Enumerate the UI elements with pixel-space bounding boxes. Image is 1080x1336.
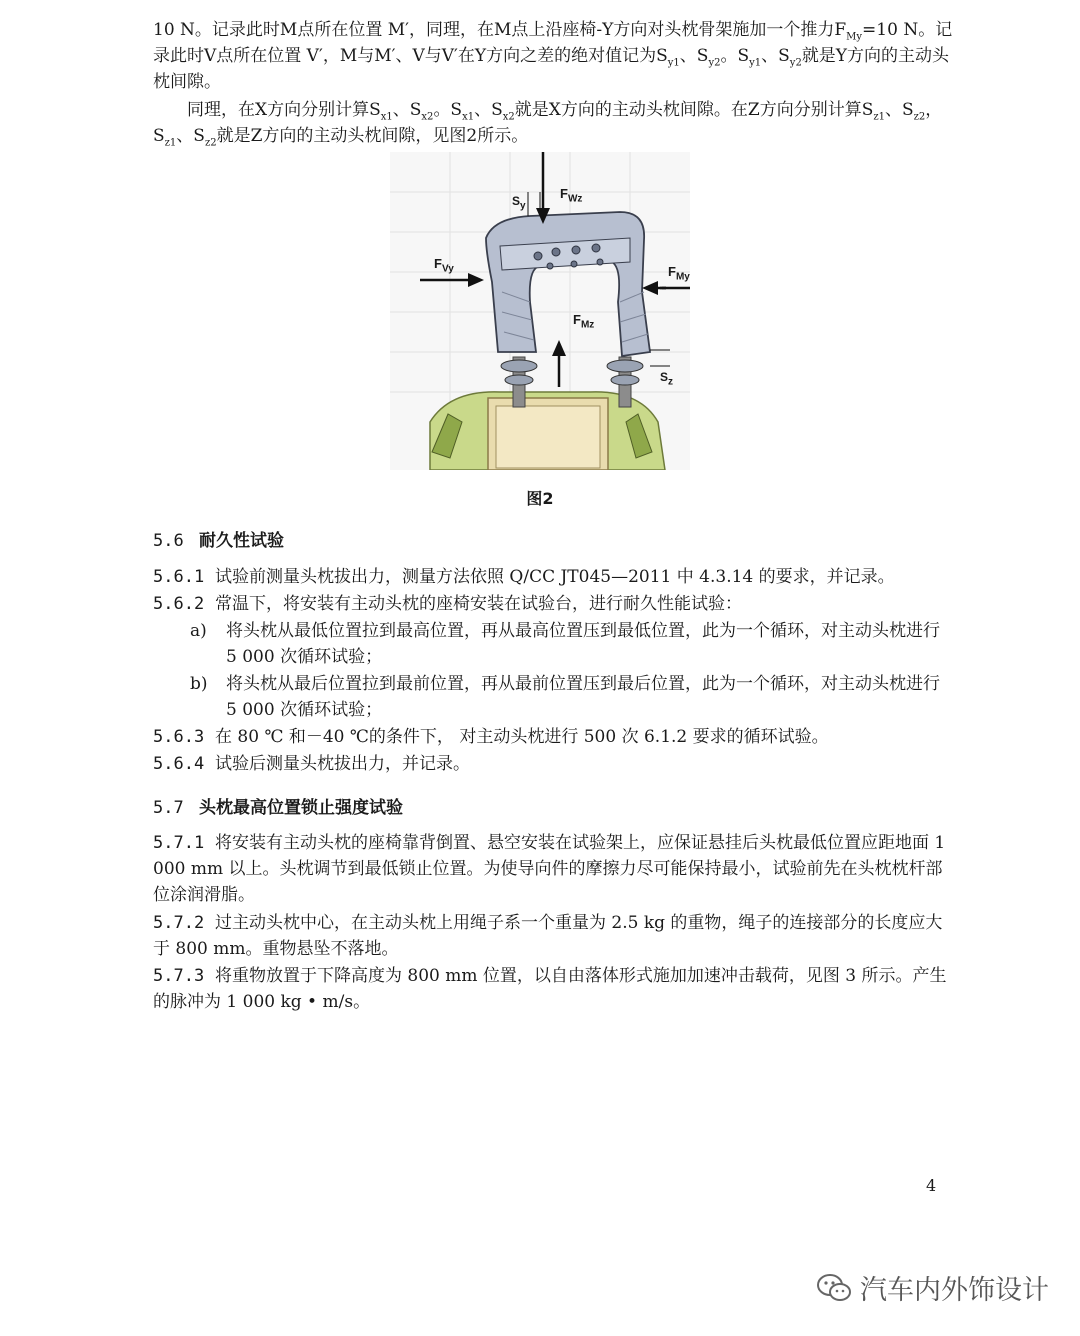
page-number: 4 [926,1176,937,1195]
headrest-body [486,212,650,356]
watermark [816,1268,1049,1307]
figure-2-headrest-illustration [390,152,690,470]
wechat-icon [816,1273,852,1303]
section-heading-5-7: 5.7 头枕最高位置锁止强度试验 [153,798,403,818]
clause-5-6-2-b: b) 将头枕从最后位置拉到最前位置，再从最前位置压到最后位置，此为一个循环，对主动头枕进行 5 000 次循环试验； [190,674,940,720]
figure-caption: 图2 [526,489,554,508]
headrest-drawing [390,152,690,470]
label-gap-sz: $S_z$ [660,370,674,388]
label-force-vy: $F_{Vy}$ [434,256,454,275]
label-force-my: $F_{My}$ [668,264,690,283]
clause-5-7-1: 5.7.1 将安装有主动头枕的座椅靠背倒置、悬空安装在试验架上，应保证悬挂后头枕最低位置应距地面 1 000 mm 以上。头枕调节到最低锁止位置。为使导向件的摩擦力尽可能保持最小，试验前先在头枕枕杆部位涂润滑脂。 [153,833,946,905]
intro-paragraph-2: 同理，在X方向分别计算$S_{x1}$、$S_{x2}$。$S_{x1}$、$S_{x2}$就是X方向的主动头枕间隙。在Z方向分别计算$S_{z1}$、$S_{z2}$，$S_{z1}$、$S_{z2}$就是Z方向的主动头枕间隙，见图2所示。 [153,100,943,149]
section-heading-5-6: 5.6 耐久性试验 [153,531,284,551]
clause-5-7-2: 5.7.2 过主动头枕中心，在主动头枕上用绳子系一个重量为 2.5 kg 的重物，绳子的连接部分的长度应大于 800 mm。重物悬坠不落地。 [153,913,943,959]
clause-5-6-1: 5.6.1 试验前测量头枕拔出力，测量方法依照 Q/CC JT045—2011 中 4.3.14 的要求，并记录。 [153,567,895,587]
watermark-text: 汽车内外饰设计 [860,1275,1049,1306]
intro-paragraph-1: 10 N。记录此时M点所在位置 M′，同理，在M点上沿座椅-Y方向对头枕骨架施加一个推力$F_{My}=10$ N。记录此时V点所在位置 V′，M与M′、V与V′在Y方向之差的绝对值记为$S_{y1}$、$S_{y2}$。$S_{y1}$、$S_{y2}$就是Y方向的主动头枕间隙。 [153,20,953,92]
label-force-mz: $F_{Mz}$ [573,312,595,331]
clause-5-6-4: 5.6.4 试验后测量头枕拔出力，并记录。 [153,754,470,774]
clause-5-6-3: 5.6.3 在 80 ℃ 和－40 ℃的条件下， 对主动头枕进行 500 次 6.1.2 要求的循环试验。 [153,727,829,747]
clause-5-7-3: 5.7.3 将重物放置于下降高度为 800 mm 位置，以自由落体形式施加加速冲击载荷，见图 3 所示。产生的脉冲为 1 000 kg • m/s。 [153,966,947,1012]
clause-5-6-2: 5.6.2 常温下，将安装有主动头枕的座椅安装在试验台，进行耐久性能试验： [153,594,742,614]
label-force-w: $F_{Wz}$ [560,186,583,205]
label-gap-sy: $S_y$ [512,194,526,212]
clause-5-6-2-a: a) 将头枕从最低位置拉到最高位置，再从最高位置压到最低位置，此为一个循环，对主动头枕进行 5 000 次循环试验； [190,621,940,667]
